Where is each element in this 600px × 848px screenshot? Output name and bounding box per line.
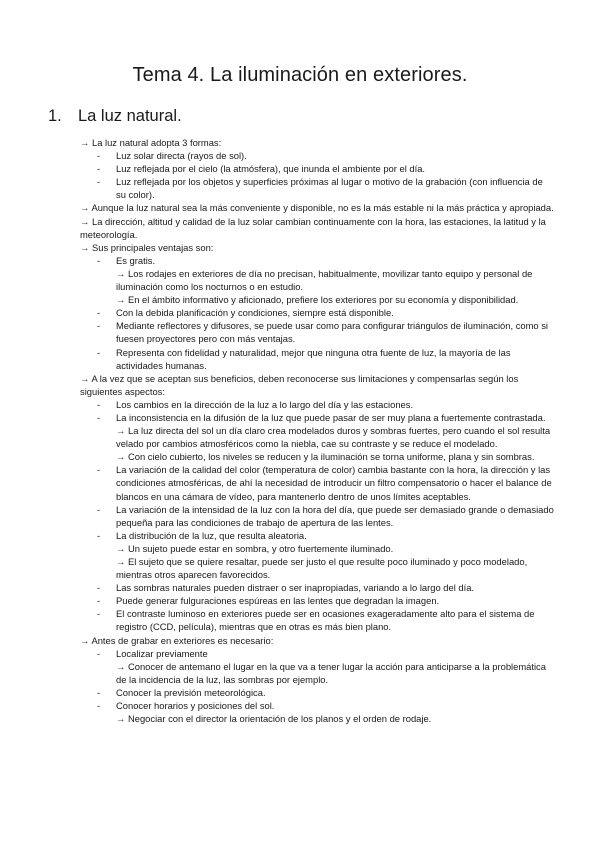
bullet-text: Representa con fidelidad y naturalidad, mejor que ninguna otra fuente de luz, la mayoría de las actividades humanas. [116, 346, 511, 371]
bullet-item [80, 346, 554, 372]
bullet-text: La distribución de la luz, que resulta aleatoria. [116, 529, 307, 541]
bullet-text: Luz reflejada por el cielo (la atmósfera), que inunda el ambiente por el día. [116, 163, 426, 175]
sub-arrow-note: → Negociar con el director la orientación de los planos y el orden de rodaje. [116, 713, 432, 725]
bullet-item [80, 306, 554, 319]
bullet-item [80, 581, 554, 594]
section-body [80, 136, 554, 725]
arrow-paragraph [80, 215, 554, 241]
bullet-item [80, 319, 554, 345]
bullet-item [80, 607, 554, 633]
bullet-text: La variación de la calidad del color (temperatura de color) cambia bastante con la hora, la dirección y las condiciones atmosféricas, de ahí la necesidad de introducir un filtro compensatorio o hacer el balance de blancos en una cámara de vídeo, para mantenerlo dentro de unos límites aceptables. [116, 464, 552, 502]
sub-arrow-note: → Conocer de antemano el lugar en la que va a tener lugar la acción para anticiparse a la problemática de la incidencia de la luz, las sombras por ejemplo. [116, 660, 546, 685]
paragraph-text: → Sus principales ventajas son: [80, 241, 214, 253]
document-title: Tema 4. La iluminación en exteriores. [132, 64, 468, 86]
paragraph-text: → La dirección, altitud y calidad de la luz solar cambian continuamente con la hora, las estaciones, la latitud y la meteorología. [80, 215, 546, 240]
bullet-item [80, 594, 554, 607]
bullet-text: Las sombras naturales pueden distraer o ser inapropiadas, variando a lo largo del día. [116, 582, 475, 594]
arrow-paragraph [80, 372, 554, 398]
bullet-item [80, 463, 554, 502]
bullet-text: El contraste luminoso en exteriores puede ser en ocasiones exageradamente alto para el sistema de registro (CCD, película), mientras que en otras es más bien plano. [116, 608, 535, 633]
bullet-text: Con la debida planificación y condiciones, siempre está disponible. [116, 307, 394, 319]
sub-arrow-note: → El sujeto que se quiere resaltar, puede ser justo el que resulte poco iluminado y poco modelado, mientras otros aparecen favorecidos. [116, 556, 528, 581]
section-number: 1. [48, 107, 62, 125]
paragraph-text: → Aunque la luz natural sea la más conveniente y disponible, no es la más estable ni la más práctica y apropiada. [80, 202, 554, 214]
bullet-item [80, 411, 554, 463]
bullet-text: Puede generar fulguraciones espúreas en las lentes que degradan la imagen. [116, 595, 440, 607]
bullet-text: Luz solar directa (rayos de sol). [116, 150, 247, 162]
bullet-text: Luz reflejada por los objetos y superficies próximas al lugar o motivo de la grabación (con influencia de su color). [116, 176, 543, 201]
bullet-item [80, 254, 554, 306]
paragraph-text: → Antes de grabar en exteriores es necesario: [80, 634, 274, 646]
paragraph-text: → La luz natural adopta 3 formas: [80, 137, 222, 148]
bullet-text: Localizar previamente [116, 647, 208, 659]
bullet-item [80, 699, 554, 725]
arrow-paragraph [80, 136, 554, 149]
section-title: La luz natural. [78, 107, 182, 125]
bullet-text: Mediante reflectores y difusores, se puede usar como para configurar triángulos de iluminación, como si fuesen proyectores pero con más ventajas. [116, 320, 548, 345]
bullet-text: Conocer horarios y posiciones del sol. [116, 700, 275, 712]
bullet-item [80, 529, 554, 581]
bullet-item [80, 503, 554, 529]
paragraph-text: → A la vez que se aceptan sus beneficios, deben reconocerse sus limitaciones y compensarlas según los siguientes aspectos: [80, 372, 519, 397]
sub-arrow-note: → La luz directa del sol un día claro crea modelados duros y sombras fuertes, pero cuando el sol resulta velado por cambios atmosféricos como la niebla, cae su contraste y se reduce el modelado. [116, 425, 551, 450]
sub-arrow-note: → Con cielo cubierto, los niveles se reducen y la iluminación se torna uniforme, plana y sin sombras. [116, 451, 535, 463]
arrow-paragraph [80, 201, 554, 214]
arrow-paragraph [80, 634, 554, 647]
sub-arrow-note: → Un sujeto puede estar en sombra, y otro fuertemente iluminado. [116, 542, 394, 554]
section-heading [48, 107, 182, 126]
bullet-text: Es gratis. [116, 254, 156, 266]
bullet-item [80, 162, 554, 175]
bullet-text: La variación de la intensidad de la luz con la hora del día, que puede ser demasiado grande o demasiado pequeña para las condiciones de trabajo de apertura de las lentes. [116, 503, 554, 528]
bullet-item [80, 149, 554, 162]
bullet-item [80, 398, 554, 411]
bullet-text: Conocer la previsión meteorológica. [116, 686, 266, 698]
sub-arrow-note: → En el ámbito informativo y aficionado, prefiere los exteriores por su economía y disponibilidad. [116, 294, 519, 306]
sub-arrow-note: → Los rodajes en exteriores de día no precisan, habitualmente, movilizar tanto equipo y personal de iluminación como los nocturnos o en estudio. [116, 267, 533, 293]
bullet-text: Los cambios en la dirección de la luz a lo largo del día y las estaciones. [116, 398, 414, 410]
bullet-item [80, 647, 554, 686]
bullet-text: La inconsistencia en la difusión de la luz que puede pasar de ser muy plana a fuertemente contrastada. [116, 411, 546, 423]
arrow-paragraph [80, 241, 554, 254]
bullet-item [80, 686, 554, 699]
bullet-item [80, 175, 554, 201]
